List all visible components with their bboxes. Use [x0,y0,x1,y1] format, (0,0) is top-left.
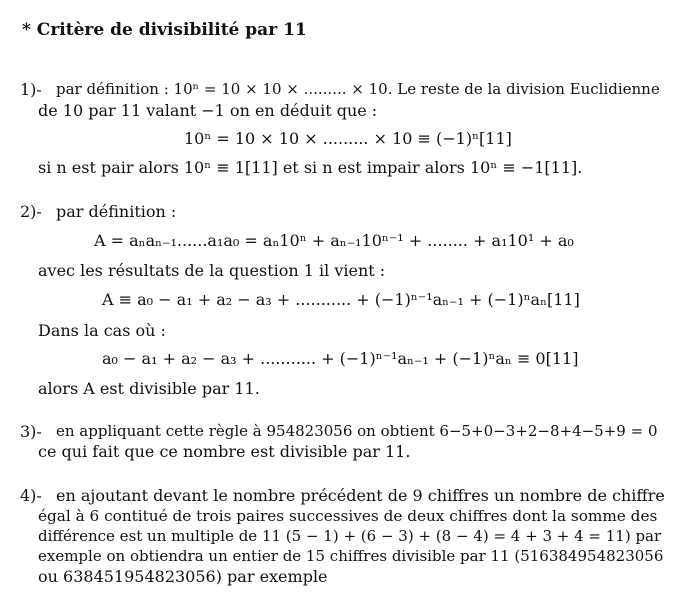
question-4-line-3: différence est un multiple de 11 (5 − 1) + (6 − 3) + (8 − 4) = 4 + 3 + 4 = 11) par [38,527,662,545]
question-4-line-1: en ajoutant devant le nombre précédent de 9 chiffres un nombre de chiffre [56,486,665,505]
question-2-number: 2)- [20,202,42,221]
question-4-number: 4)- [20,486,42,505]
question-2-line-2: avec les résultats de la question 1 il vient : [38,261,386,280]
question-2-equation-2: A ≡ a₀ − a₁ + a₂ − a₃ + ........... + (−1)ⁿ⁻¹aₙ₋₁ + (−1)ⁿaₙ[11] [102,290,580,309]
question-4-line-2: égal à 6 contitué de trois paires successives de deux chiffres dont la somme des [38,507,658,525]
question-1-line-3: si n est pair alors 10ⁿ ≡ 1[11] et si n est impair alors 10ⁿ ≡ −1[11]. [38,158,583,177]
question-3-number: 3)- [20,422,42,441]
question-1-line-1: par définition : 10ⁿ = 10 × 10 × ......... × 10. Le reste de la division Euclidienne [56,80,660,98]
page-title: * Critère de divisibilité par 11 [22,20,307,40]
question-3-line-2: ce qui fait que ce nombre est divisible par 11. [38,442,411,461]
question-4-line-5: ou 638451954823056) par exemple [38,567,328,586]
question-2-equation-1: A = aₙaₙ₋₁......a₁a₀ = aₙ10ⁿ + aₙ₋₁10ⁿ⁻¹ + ........ + a₁10¹ + a₀ [94,231,574,250]
question-2-line-4: alors A est divisible par 11. [38,379,260,398]
question-1-line-2: de 10 par 11 valant −1 on en déduit que : [38,101,378,120]
question-2-line-1: par définition : [56,202,177,221]
question-1-equation: 10ⁿ = 10 × 10 × ......... × 10 ≡ (−1)ⁿ[11] [184,129,512,148]
question-2-line-3: Dans la cas où : [38,321,166,340]
question-2-equation-3: a₀ − a₁ + a₂ − a₃ + ........... + (−1)ⁿ⁻¹aₙ₋₁ + (−1)ⁿaₙ ≡ 0[11] [102,349,579,368]
question-3-line-1: en appliquant cette règle à 954823056 on obtient 6−5+0−3+2−8+4−5+9 = 0 [56,422,658,440]
question-1-number: 1)- [20,80,42,99]
question-4-line-4: exemple on obtiendra un entier de 15 chiffres divisible par 11 (516384954823056 [38,547,664,565]
